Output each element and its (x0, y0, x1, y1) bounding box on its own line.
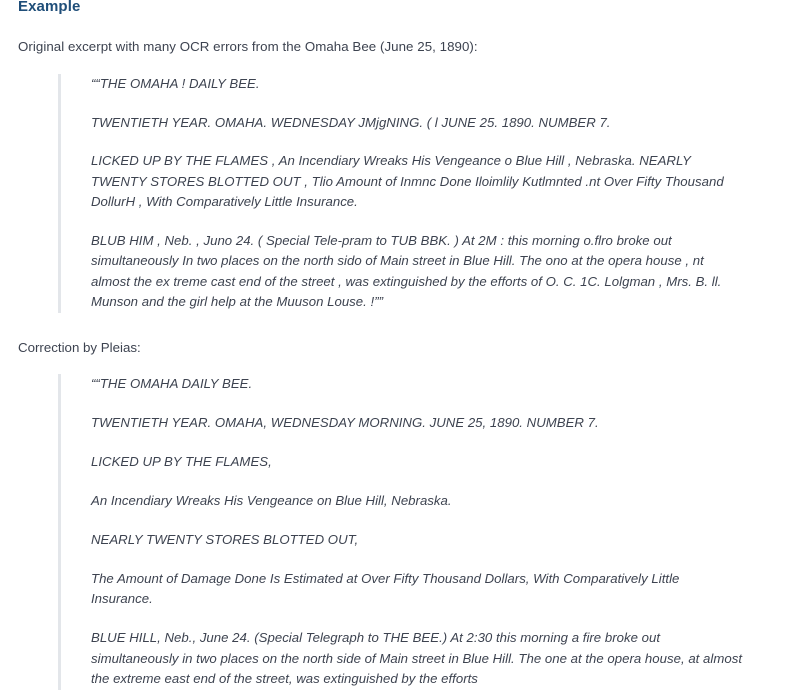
excerpt-paragraph: NEARLY TWENTY STORES BLOTTED OUT, (91, 531, 359, 547)
excerpt-paragraph: LICKED UP BY THE FLAMES , An Incendiary Wreaks His Vengeance o Blue Hill , Nebraska. NEARLY TWENTY STORES BLOTTED OUT , Tlio Amount of Inmnc Done Iloimlily Kutlmnted .nt Over Fifty Thousand DollurH , With Comparatively Little Insurance. (91, 153, 724, 209)
excerpt-paragraph: The Amount of Damage Done Is Estimated at Over Fifty Thousand Dollars, With Comparatively Little Insurance. (91, 570, 680, 606)
excerpt-paragraph: ““THE OMAHA DAILY BEE. (91, 375, 253, 391)
excerpt-paragraph: TWENTIETH YEAR. OMAHA. WEDNESDAY JMjgNING. ( l JUNE 25. 1890. NUMBER 7. (91, 114, 611, 130)
excerpt-paragraph: ““THE OMAHA ! DAILY BEE. (91, 76, 260, 91)
excerpt-paragraph: LICKED UP BY THE FLAMES, (91, 453, 272, 469)
excerpt-paragraph: TWENTIETH YEAR. OMAHA, WEDNESDAY MORNING. JUNE 25, 1890. NUMBER 7. (91, 414, 599, 430)
correction-label: Correction by Pleias: (18, 339, 141, 355)
excerpt-paragraph: BLUB HIM , Neb. , Juno 24. ( Special Tele-pram to TUB BBK. ) At 2M : this morning o.flro broke out simultaneously In two places on the north sido of Main street in Blue Hill. The ono at the opera house , nt almost the ex treme cast end of the street , was extinguished by the efforts of O. C. 1C. Lolgman , Mrs. B. ll. Munson and the girl help at the Muuson Louse. !”” (91, 232, 722, 309)
page-title: Example (18, 0, 81, 14)
excerpt-paragraph: BLUE HILL, Neb., June 24. (Special Telegraph to THE BEE.) At 2:30 this morning a fire broke out simultaneously in two places on the north side of Main street in Blue Hill. The one at the opera house, at almost the extreme east end of the street, was extinguished by the efforts (91, 630, 743, 686)
corrected-excerpt-blockquote (58, 374, 744, 690)
intro-paragraph: Original excerpt with many OCR errors from the Omaha Bee (June 25, 1890): (18, 39, 478, 54)
excerpt-paragraph: An Incendiary Wreaks His Vengeance on Blue Hill, Nebraska. (91, 492, 452, 508)
original-excerpt-blockquote (58, 74, 744, 313)
